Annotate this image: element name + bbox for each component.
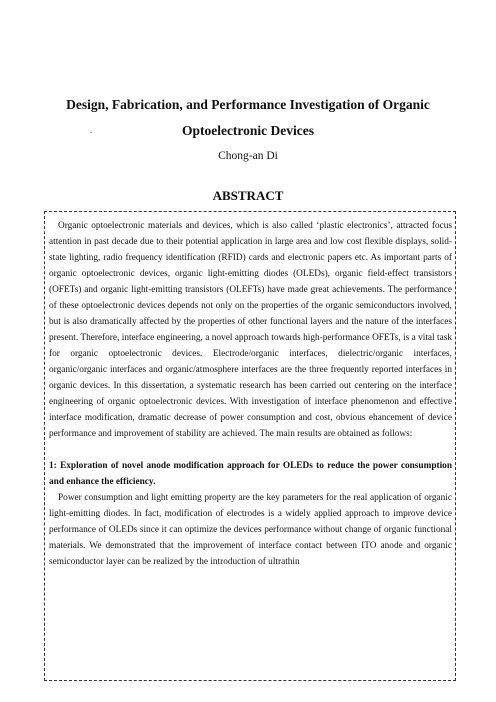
document-title-line-2: Optoelectronic Devices: [181, 123, 315, 138]
document-title-line-1: Design, Fabrication, and Performance Investigation of Organic: [66, 97, 430, 112]
stray-mark: .: [90, 125, 93, 135]
abstract-frame: [44, 211, 456, 681]
abstract-paragraph-2: Power consumption and light emitting property are the key parameters for the real application of organic light-emitting diodes. In fact, modification of electrodes is a widely applied approach to improve device performance of OLEDs since it can optimize the devices performance without change of organic functional materials. We demonstrated that the improvement of interface contact between ITO anode and organic semiconductor layer can be realized by the introduction of ultrathin: [49, 493, 452, 567]
paragraph-gap: [49, 442, 452, 458]
section-1-heading: 1: Exploration of novel anode modification approach for OLEDs to reduce the power consumption and enhance the efficiency.: [49, 461, 452, 487]
abstract-body: [49, 218, 452, 570]
abstract-heading: ABSTRACT: [212, 188, 284, 203]
abstract-paragraph-1: Organic optoelectronic materials and devices, which is also called ‘plastic electronics’, attracted focus attention in past decade due to their potential application in large area and low cost flexible displays, solid-state lighting, radio frequency identification (RFID) cards and electronic papers etc. As important parts of organic optoelectronic devices, organic light-emitting diodes (OLEDs), organic field-effect transistors (OFETs) and organic light-emitting transistors (OLEFTs) have made great achievements. The performance of these optoelectronic devices depends not only on the properties of the organic semiconductors involved, but is also dramatically affected by the properties of other functional layers and the nature of the interfaces present. Therefore, interface engineering, a novel approach towards high-performance OFETs, is a vital task for organic optoelectronic devices. Electrode/organic interfaces, dielectric/organic interfaces, organic/organic interfaces and organic/atmosphere interfaces are the three frequently reported interfaces in organic devices. In this dissertation, a systematic research has been carried out centering on the interface engineering of organic optoelectronic devices. With investigation of interface phenomenon and effective interface modification, dramatic decrease of power consumption and cost, obvious ehancement of device performance and improvement of stability are achieved. The main results are obtained as follows:: [49, 221, 452, 439]
author-name: Chong-an Di: [218, 150, 278, 162]
